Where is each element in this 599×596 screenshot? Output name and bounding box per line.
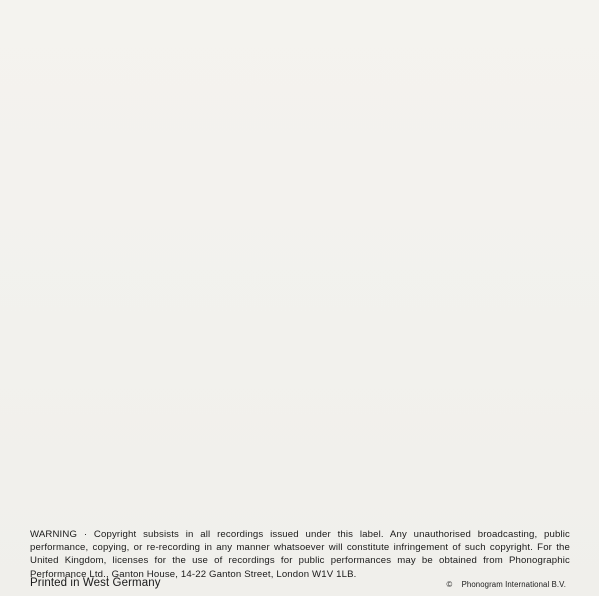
printed-in-label: Printed in West Germany bbox=[30, 577, 161, 589]
copyright-notice bbox=[446, 580, 566, 589]
footer bbox=[30, 577, 566, 593]
copyright-holder: Phonogram International B.V. bbox=[461, 580, 566, 589]
copyright-symbol: © bbox=[446, 580, 453, 589]
copyright-warning: WARNING · Copyright subsists in all recordings issued under this label. Any unauthorised broadcasting, public performance, copying, or re-recording in any manner whatsoever will constitute infringement of such copyright. For the United Kingdom, licenses for the use of recordings for public performances may be obtained from Phonographic Performance Ltd., Ganton House, 14-22 Ganton Street, London W1V 1LB. bbox=[30, 528, 570, 580]
